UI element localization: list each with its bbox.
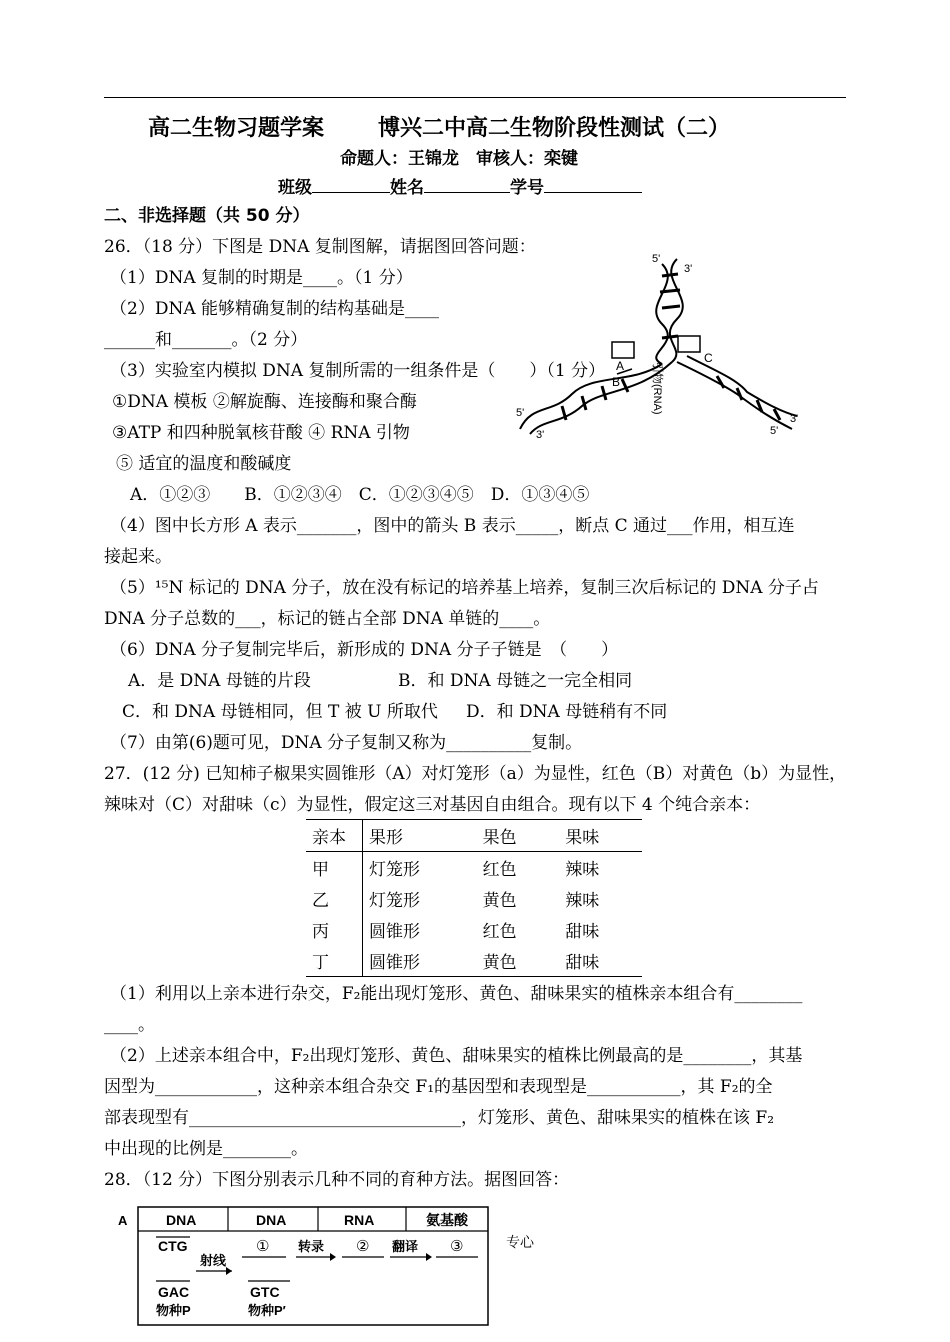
rectangle-a — [612, 342, 634, 358]
table-cell: 辣味 — [565, 891, 600, 911]
table-header: 亲本 — [306, 820, 363, 852]
authors-line: 命题人：王锦龙 审核人：栾键 — [340, 149, 578, 169]
q28-stem: 28．（12 分）下图分别表示几种不同的育种方法。据图回答： — [104, 1170, 570, 1190]
q26-part2b: ______和_______。（2 分） — [104, 330, 308, 350]
q27-part2c: 部表现型有________________________________，灯笼形、黄色、甜味果实的植株在该 F₂ — [104, 1108, 775, 1128]
q26-part1: （1）DNA 复制的时期是____。（1 分） — [110, 268, 413, 288]
breeding-figure-a — [114, 1205, 494, 1329]
seq-gac: GAC — [158, 1284, 190, 1300]
page-title-left: 高二生物习题学案 — [148, 116, 325, 141]
table-cell: 圆锥形 — [369, 922, 420, 942]
table-row — [306, 852, 642, 884]
table-cell: 黄色 — [482, 891, 517, 911]
label-c: C — [704, 351, 713, 365]
species-p: 物种P — [156, 1303, 191, 1318]
q26-part6-option-d: D．和 DNA 母链稍有不同 — [466, 702, 668, 722]
table-row — [306, 883, 642, 914]
left-daughter-helix — [520, 362, 672, 434]
table-header: 果色 — [482, 828, 517, 848]
side-note: 专心 — [506, 1235, 534, 1251]
q27-part2a: （2）上述亲本组合中，F₂出现灯笼形、黄色、甜味果实的植株比例最高的是________，其基 — [110, 1046, 803, 1066]
q26-part6-option-c: C．和 DNA 母链相同，但 T 被 U 所取代 — [122, 702, 438, 722]
top-5prime: 5' — [652, 253, 661, 265]
header-rule — [104, 97, 846, 98]
table-cell: 甜味 — [565, 922, 600, 942]
rectangle-c-box — [678, 336, 700, 352]
table-cell: 辣味 — [565, 860, 600, 880]
top-3prime: 3' — [684, 263, 693, 275]
q27-part2b: 因型为____________，这种亲本组合杂交 F₁的基因型和表现型是___________，其 F₂的全 — [104, 1077, 773, 1097]
table-cell: 甜味 — [565, 953, 600, 973]
class-label: 班级 — [278, 178, 312, 198]
class-blank[interactable] — [312, 176, 390, 193]
ray-label: 射线 — [200, 1253, 227, 1268]
q26-part4a: （4）图中长方形 A 表示_______，图中的箭头 B 表示_____，断点 C 通过___作用，相互连 — [110, 516, 795, 536]
q26-option-line1: ①DNA 模板 ②解旋酶、连接酶和聚合酶 — [112, 392, 417, 412]
q27-part1a: （1）利用以上亲本进行杂交，F₂能出现灯笼形、黄色、甜味果实的植株亲本组合有________ — [110, 984, 803, 1004]
table-header-row — [306, 820, 642, 852]
col-header: DNA — [166, 1212, 197, 1228]
q26-part7: （7）由第(6)题可见，DNA 分子复制又称为__________复制。 — [110, 733, 583, 753]
right-3prime: 3' — [790, 413, 799, 425]
blank-2: ② — [356, 1238, 370, 1255]
arrow-icon — [426, 1253, 432, 1261]
name-label: 姓名 — [390, 178, 424, 198]
left-5prime: 5' — [516, 407, 525, 419]
table-cell: 甲 — [306, 852, 363, 884]
parents-table — [306, 819, 642, 977]
table-row — [306, 914, 642, 945]
left-3prime: 3' — [536, 429, 545, 440]
q26-choices: A．①②③ B．①②③④ C．①②③④⑤ D．①③④⑤ — [130, 485, 590, 505]
q26-part2a: （2）DNA 能够精确复制的结构基础是____ — [110, 299, 440, 319]
q26-stem: 26．（18 分）下图是 DNA 复制图解，请据图回答问题： — [104, 237, 536, 257]
q26-part4b: 接起来。 — [104, 547, 172, 567]
figure-label-a: A — [118, 1213, 128, 1228]
table-cell: 灯笼形 — [369, 860, 420, 880]
table-header: 果形 — [369, 828, 403, 848]
page-title-right: 博兴二中高二生物阶段性测试（二） — [378, 116, 731, 141]
q26-part6-option-a: A．是 DNA 母链的片段 — [128, 671, 311, 691]
blank-3: ③ — [450, 1238, 464, 1255]
species-p-prime: 物种P′ — [248, 1303, 286, 1318]
q26-part3: （3）实验室内模拟 DNA 复制所需的一组条件是（ ）（1 分） — [110, 361, 606, 381]
table-cell: 灯笼形 — [369, 891, 420, 911]
seq-gtc: GTC — [250, 1284, 280, 1300]
blank-1: ① — [256, 1238, 270, 1255]
label-a: A — [616, 359, 625, 373]
table-cell: 丁 — [306, 945, 363, 977]
q26-part6: （6）DNA 分子复制完毕后，新形成的 DNA 分子子链是 （ ） — [110, 640, 619, 660]
right-daughter-helix — [677, 356, 797, 429]
q26-part6-option-b: B．和 DNA 母链之一完全相同 — [398, 671, 633, 691]
table-cell: 红色 — [482, 860, 517, 880]
transcribe-label: 转录 — [298, 1239, 325, 1254]
id-label: 学号 — [510, 178, 544, 198]
primer-label: 引物(RNA) — [651, 362, 663, 415]
name-blank[interactable] — [424, 176, 510, 193]
translate-label: 翻译 — [392, 1239, 419, 1254]
q26-option-line2: ③ATP 和四种脱氧核苷酸 ④ RNA 引物 — [112, 423, 410, 443]
table-cell: 丙 — [306, 914, 363, 945]
q27-part1b: ____。 — [104, 1015, 155, 1035]
id-blank[interactable] — [544, 176, 642, 193]
col-header: RNA — [344, 1212, 375, 1228]
dna-replication-figure — [512, 244, 802, 440]
right-5prime: 5' — [770, 425, 779, 437]
arrow-icon — [330, 1253, 336, 1261]
table-header: 果味 — [565, 828, 600, 848]
section-heading: 二、非选择题（共 50 分） — [104, 206, 310, 226]
seq-ctg: CTG — [158, 1238, 188, 1254]
table-cell: 红色 — [482, 922, 517, 942]
q27-part2d: 中出现的比例是________。 — [104, 1139, 308, 1159]
table-row — [306, 945, 642, 977]
table-cell: 乙 — [306, 883, 363, 914]
q27-stem-line1: 27．(12 分) 已知柿子椒果实圆锥形（A）对灯笼形（a）为显性，红色（B）对黄色（b）为显性， — [104, 764, 847, 784]
col-header: 氨基酸 — [426, 1212, 468, 1228]
table-cell: 黄色 — [482, 953, 517, 973]
q27-stem-line2: 辣味对（C）对甜味（c）为显性，假定这三对基因自由组合。现有以下 4 个纯合亲本： — [104, 795, 761, 815]
q26-part5b: DNA 分子总数的___，标记的链占全部 DNA 单链的____。 — [104, 609, 551, 629]
q26-option-line3: ⑤ 适宜的温度和酸碱度 — [116, 454, 292, 474]
label-b: B — [612, 375, 621, 389]
arrow-icon — [226, 1267, 232, 1275]
student-info-line — [278, 176, 642, 199]
col-header: DNA — [256, 1212, 287, 1228]
q26-part5a: （5）¹⁵N 标记的 DNA 分子，放在没有标记的培养基上培养，复制三次后标记的 DNA 分子占 — [110, 578, 819, 598]
table-cell: 圆锥形 — [369, 953, 420, 973]
